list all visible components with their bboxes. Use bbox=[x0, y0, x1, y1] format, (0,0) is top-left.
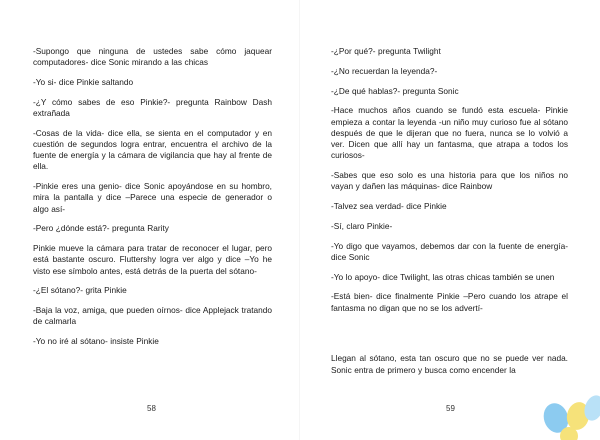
right-page bbox=[300, 0, 600, 440]
paragraph: -Pero ¿dónde está?- pregunta Rarity bbox=[33, 223, 169, 234]
paragraph: -Está bien- dice finalmente Pinkie –Pero cuando los atrape el fantasma no digan que no se los advertí- bbox=[331, 291, 568, 313]
page-number-right: 59 bbox=[446, 404, 455, 413]
paragraph: -Yo si- dice Pinkie saltando bbox=[33, 77, 134, 87]
section-gap bbox=[331, 322, 568, 353]
paragraph: -Hace muchos años cuando se fundó esta escuela- Pinkie empieza a contar la leyenda -un niño muy curioso fue al sótano después de que le dijeran que no fuera, nunca se lo volvió a ver. Dicen que allí hay un fantasma, que atrapa a todos los curiosos- bbox=[331, 105, 568, 161]
paragraph: -¿El sótano?- grita Pinkie bbox=[33, 285, 127, 296]
paragraph: -Supongo que ninguna de ustedes sabe cómo jaquear computadores- dice Sonic mirando a las chicas bbox=[33, 46, 272, 68]
paragraph: -Talvez sea verdad- dice Pinkie bbox=[331, 201, 447, 211]
paragraph: -Baja la voz, amiga, que pueden oírnos- dice Applejack tratando de calmarla bbox=[33, 305, 272, 327]
paragraph: -Yo digo que vayamos, debemos dar con la fuente de energía- dice Sonic bbox=[331, 240, 568, 262]
paragraph: -Sabes que eso solo es una historia para que los niños no vayan y dañen las máquinas- dice Rainbow bbox=[331, 170, 568, 192]
paragraph: -¿Por qué?- pregunta Twilight bbox=[331, 46, 441, 56]
paragraph: -¿Y cómo sabes de eso Pinkie?- pregunta Rainbow Dash extrañada bbox=[33, 96, 272, 118]
paragraph: -Cosas de la vida- dice ella, se sienta en el computador y en cuestión de segundos logra entrar, encuentra el archivo de la fuente de energía y la cámara de vigilancia que hay al frente de ella. bbox=[33, 127, 272, 172]
paragraph: -Yo lo apoyo- dice Twilight, las otras chicas también se unen bbox=[331, 271, 555, 282]
paragraph: -Yo no iré al sótano- insiste Pinkie bbox=[33, 336, 159, 347]
closing-paragraph: Llegan al sótano, esta tan oscuro que no se puede ver nada. Sonic entra de primero y busca como encender la bbox=[331, 353, 568, 375]
paragraph: -¿De qué hablas?- pregunta Sonic bbox=[331, 85, 459, 96]
page-number-left: 58 bbox=[147, 404, 156, 413]
paragraph: -Pinkie eres una genio- dice Sonic apoyándose en su hombro, mira la pantalla y dice –Parece una especie de generador o algo así- bbox=[33, 181, 272, 214]
balloons-icon bbox=[542, 378, 600, 440]
paragraph: -¿No recuerdan la leyenda?- bbox=[331, 65, 438, 76]
paragraph: -Sí, claro Pinkie- bbox=[331, 220, 393, 231]
paragraph: Pinkie mueve la cámara para tratar de reconocer el lugar, pero está bastante oscuro. Fluttershy logra ver algo y dice –Yo he visto ese símbolo antes, está detrás de la puerta del sótano- bbox=[33, 243, 272, 276]
